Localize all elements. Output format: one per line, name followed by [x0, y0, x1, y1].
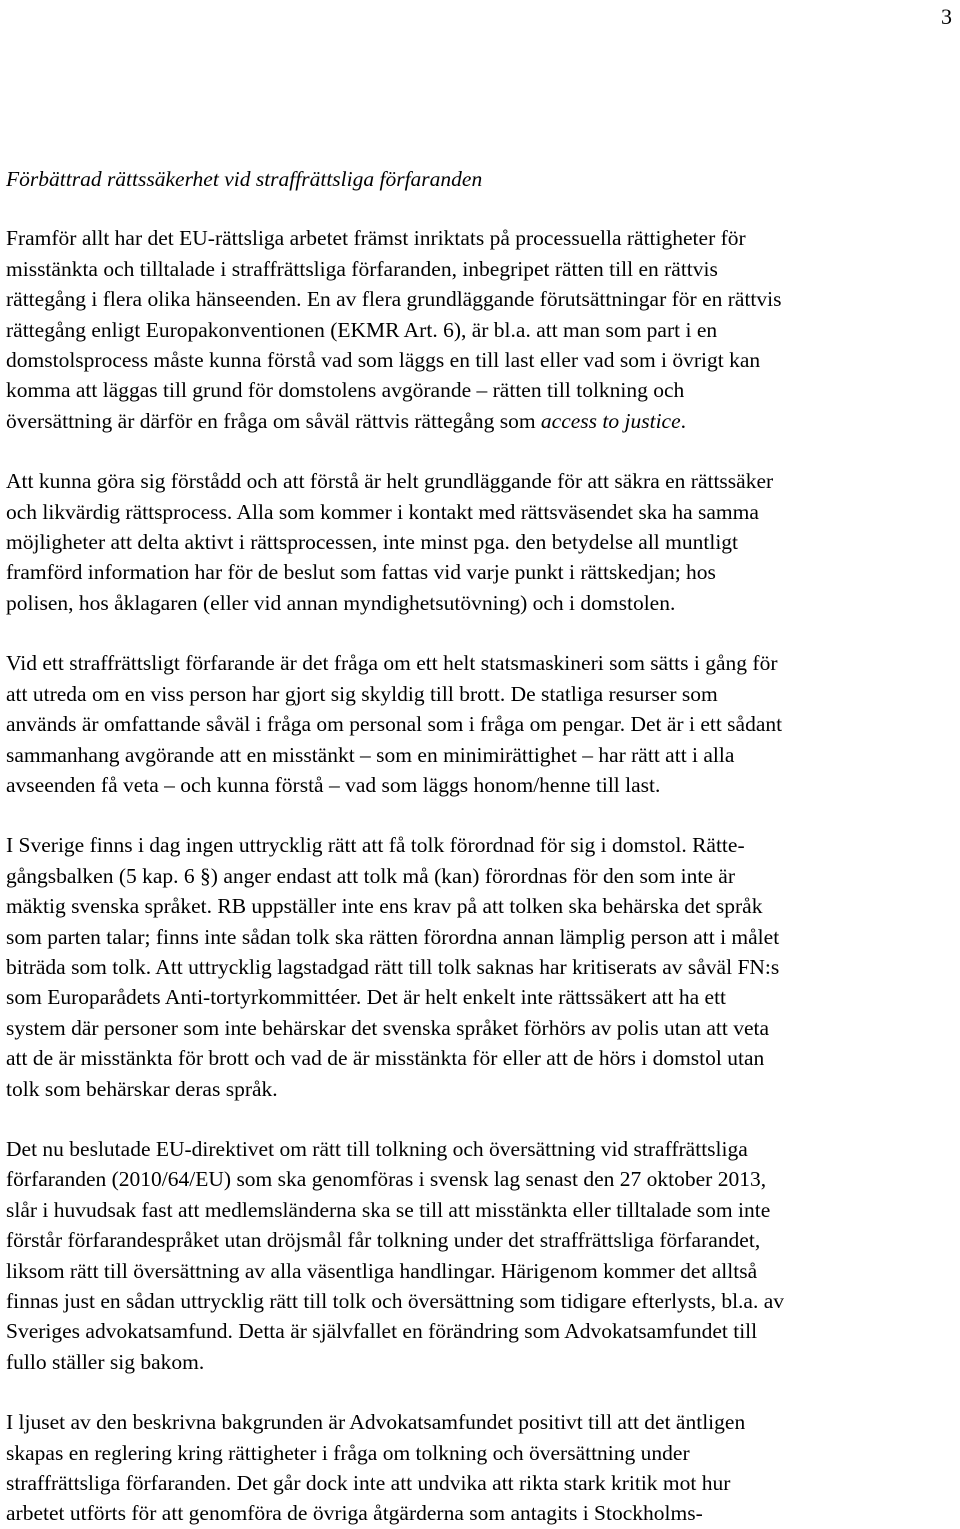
paragraph-line: att utreda om en viss person har gjort sig skyldig till brott. De statliga resurser som [6, 681, 718, 706]
section-heading: Förbättrad rättssäkerhet vid straffrättsliga förfaranden [6, 167, 483, 191]
paragraph-line: att de är misstänkta för brott och vad de är misstänkta för eller att de hörs i domstol utan [6, 1046, 765, 1071]
paragraph-line: straffrättsliga förfaranden. Det går dock inte att undvika att rikta stark kritik mot hur [6, 1471, 731, 1496]
paragraph-4 [6, 830, 958, 1104]
paragraph-2 [6, 466, 958, 618]
paragraph-line: Det nu beslutade EU-direktivet om rätt till tolkning och översättning vid straffrättsliga [6, 1136, 748, 1161]
paragraph-line: fullo ställer sig bakom. [6, 1349, 205, 1374]
paragraph-line: polisen, hos åklagaren (eller vid annan myndighetsutövning) och i domstolen. [6, 590, 676, 615]
paragraph-line: biträda som tolk. Att uttrycklig lagstadgad rätt till tolk saknas har kritiserats av såväl FN:s [6, 954, 780, 979]
paragraph-line: förfaranden (2010/64/EU) som ska genomföras i svensk lag senast den 27 oktober 2013, [6, 1167, 767, 1192]
italic-term: access to justice [540, 408, 681, 433]
paragraph-line: finnas just en sådan uttrycklig rätt till tolk och översättning som tidigare efterlysts, bl.a. av [6, 1289, 785, 1313]
paragraph-line: liksom rätt till översättning av alla väsentliga handlingar. Härigenom kommer det alltså [6, 1258, 758, 1283]
paragraph-line: som parten talar; finns inte sådan tolk ska rätten förordna annan lämplig person att i målet [6, 924, 780, 949]
paragraph-line: och likvärdig rättsprocess. Alla som kommer i kontakt med rättsväsendet ska ha samma [6, 499, 759, 524]
paragraph-line: mäktig svenska språket. RB uppställer inte ens krav på att tolken ska behärska det språk [6, 894, 763, 919]
paragraph-line: sammanhang avgörande att en misstänkt – som en minimirättighet – har rätt att i alla [6, 742, 735, 767]
line-text: . [680, 408, 687, 433]
paragraph-line: Sveriges advokatsamfund. Detta är självfallet en förändring som Advokatsamfundet till [6, 1319, 758, 1344]
paragraph-line: domstolsprocess måste kunna förstå vad som läggs en till last eller vad som i övrigt kan [6, 348, 761, 373]
paragraph-line: I Sverige finns i dag ingen uttrycklig rätt att få tolk förordnad för sig i domstol. Rätte- [6, 833, 745, 858]
paragraph-3 [6, 648, 958, 800]
paragraph-line: komma att läggas till grund för domstolens avgörande – rätten till tolkning och [6, 378, 685, 403]
paragraph-line: system där personer som inte behärskar det svenska språket förhörs av polis utan att veta [6, 1015, 770, 1040]
paragraph-line: avseenden få veta – och kunna förstå – vad som läggs honom/henne till last. [6, 772, 661, 797]
paragraph-line: som Europarådets Anti-tortyrkommittéer. Det är helt enkelt inte rättssäkert att ha ett [6, 985, 727, 1010]
paragraph-line [6, 406, 958, 436]
paragraph-1 [6, 223, 958, 436]
paragraph-line: Framför allt har det EU-rättsliga arbetet främst inriktats på processuella rättigheter för [6, 226, 746, 251]
paragraph-line: slår i huvudsak fast att medlemsländerna ska se till att misstänkta eller tilltalade som inte [6, 1197, 771, 1222]
paragraph-line: förstår förfarandespråket utan dröjsmål får tolkning under det straffrättsliga förfarandet, [6, 1228, 761, 1253]
paragraph-line: gångsbalken (5 kap. 6 §) anger endast att tolk må (kan) förordnas för den som inte är [6, 863, 735, 888]
paragraph-line: tolk som behärskar deras språk. [6, 1076, 278, 1101]
paragraph-5 [6, 1134, 958, 1377]
paragraph-line: rättegång enligt Europakonventionen (EKMR Art. 6), är bl.a. att man som part i en [6, 317, 718, 342]
line-text: översättning är därför en fråga om såväl rättvis rättegång som [6, 408, 541, 433]
document-body [6, 164, 958, 1529]
paragraph-line: misstänkta och tilltalade i straffrättsliga förfaranden, inbegripet rätten till en rättvis [6, 256, 718, 281]
paragraph-line: skapas en reglering kring rättigheter i fråga om tolkning och översättning under [6, 1440, 690, 1465]
paragraph-line: rättegång i flera olika hänseenden. En av flera grundläggande förutsättningar för en rättvis [6, 287, 782, 312]
page-number: 3 [941, 4, 952, 29]
paragraph-line: framförd information har för de beslut som fattas vid varje punkt i rättskedjan; hos [6, 560, 716, 585]
paragraph-line: Vid ett straffrättsligt förfarande är det fråga om ett helt statsmaskineri som sätts i gång för [6, 651, 778, 676]
paragraph-line: möjligheter att delta aktivt i rättsprocessen, inte minst pga. den betydelse all muntligt [6, 530, 739, 555]
paragraph-line: I ljuset av den beskrivna bakgrunden är Advokatsamfundet positivt till att det äntligen [6, 1410, 746, 1435]
paragraph-6 [6, 1407, 958, 1529]
paragraph-line: Att kunna göra sig förstådd och att förstå är helt grundläggande för att säkra en rättssäker [6, 469, 774, 494]
paragraph-line: används är omfattande såväl i fråga om personal som i fråga om pengar. Det är i ett sådant [6, 712, 783, 737]
paragraph-line: arbetet utförts för att genomföra de övriga åtgärderna som antagits i Stockholms- [6, 1501, 703, 1526]
